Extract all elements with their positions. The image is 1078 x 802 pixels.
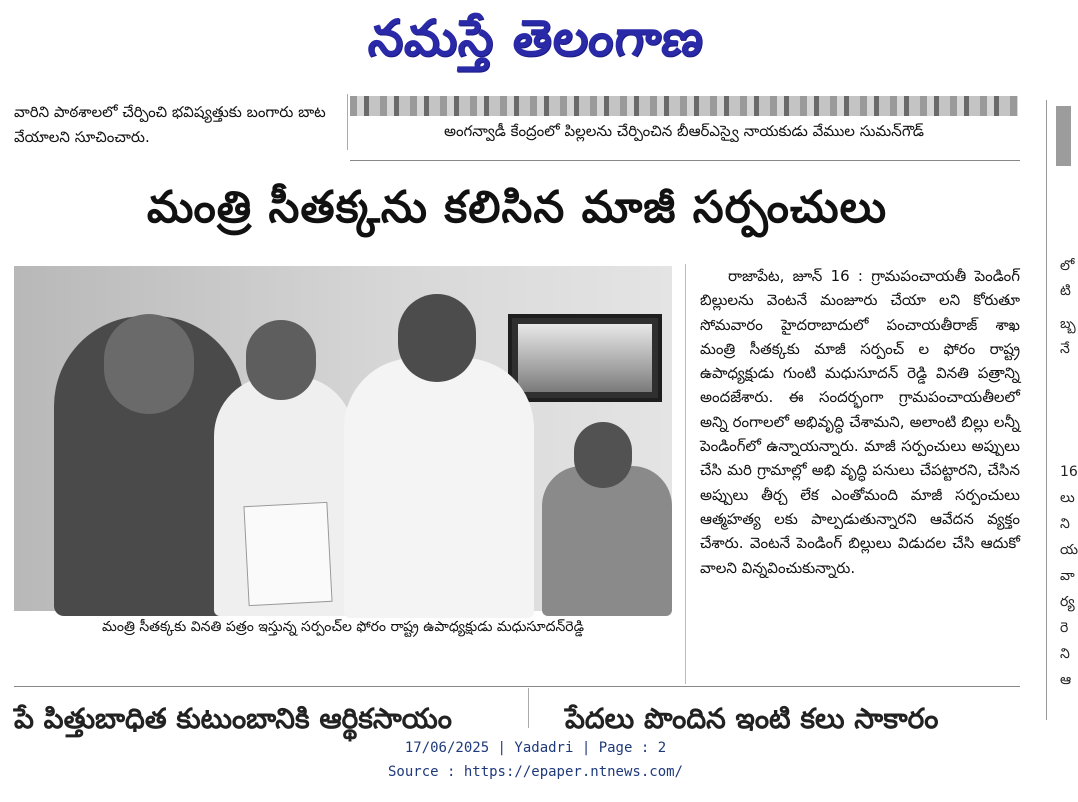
adjacent-text: లో bbox=[1060, 258, 1075, 274]
article-photo-caption: మంత్రి సీతక్కకు వినతి పత్రం ఇస్తున్న సర్పంచ్‌ల ఫోరం రాష్ట్ర ఉపాధ్యక్షుడు మధుసూదన్‌రెడ్డి bbox=[102, 619, 584, 635]
petition-paper bbox=[243, 502, 332, 606]
adjacent-text: ని bbox=[1060, 516, 1070, 532]
footer-source-link[interactable]: Source : https://epaper.ntnews.com/ bbox=[387, 764, 683, 780]
newspaper-page bbox=[0, 88, 1078, 735]
adjacent-text: ఆ bbox=[1060, 672, 1072, 688]
adjacent-text: రె bbox=[1060, 620, 1069, 636]
next-article-headline-left: పే పిత్తుబాధిత కుటుంబానికి ఆర్థికసాయం bbox=[14, 702, 452, 735]
adjacent-text: వా bbox=[1060, 568, 1075, 584]
top-photo-caption: అంగన్వాడీ కేంద్రంలో పిల్లలను చేర్పించిన బీఆర్ఎస్వై నాయకుడు వేముల సుమన్‌గౌడ్ bbox=[443, 122, 925, 140]
top-left-text: వారిని పాఠశాలలో చేర్పించి భవిష్యత్తుకు బంగారు బాట వేయాలని సూచించారు. bbox=[14, 103, 326, 146]
tv-screen-image bbox=[508, 314, 662, 402]
adjacent-photo bbox=[1056, 106, 1071, 166]
column-divider bbox=[1046, 100, 1047, 720]
next-article-headline-right: పేదలు పొందిన ఇంటి కలు సాకారం bbox=[565, 702, 939, 735]
top-photo bbox=[350, 96, 1018, 116]
masthead bbox=[0, 0, 1071, 88]
adjacent-text: ని bbox=[1060, 646, 1070, 662]
section-rule bbox=[14, 686, 1020, 687]
column-divider bbox=[685, 264, 686, 684]
adjacent-text: ర్య bbox=[1060, 594, 1075, 610]
adjacent-text: నే bbox=[1060, 341, 1070, 357]
adjacent-text: య bbox=[1060, 542, 1078, 558]
adjacent-column bbox=[1044, 88, 1078, 720]
article-photo bbox=[14, 266, 672, 611]
article-body-text: రాజాపేట, జూన్ 16 : గ్రామపంచాయతీ పెండింగ్ బిల్లులను వెంటనే మంజూరు చేయా లని కోరుతూ సోమవారం హైదరాబాదులో పంచాయతీరాజ్ శాఖ మంత్రి సీతక్కకు మాజీ సర్పంచ్ ల ఫోరం రాష్ట్ర ఉపాధ్యక్షుడు గుంటి మధుసూదన్ రెడ్డి వినతి పత్రాన్ని అందజేశారు. ఈ సందర్భంగా గ్రామపంచాయతీలలో అన్ని రంగాలలో అభివృద్ధి చేశామని, అలాంటి బిల్లు లన్నీ పెండింగ్‌లో ఉన్నాయన్నారు. మాజీ సర్పంచులు అప్పులు చేసి మరి గ్రామాల్లో అభి వృద్ధి పనులు చేపట్టారని, చేసిన అప్పులు తీర్చ లేక ఎంతోమంది మాజీ సర్పంచులు ఆత్మహత్య లకు పాల్పడుతున్నారని ఆవేదన వ్యక్తం చేశారు. వెంటనే పెండింగ్ బిల్లులు విడుదల చేసి ఆదుకో వాలని విన్నవించుకున్నారు. bbox=[700, 267, 1020, 577]
column-divider bbox=[347, 94, 348, 150]
section-rule bbox=[350, 160, 1020, 161]
adjacent-text: 16 bbox=[1060, 464, 1078, 480]
page-footer bbox=[0, 736, 1071, 784]
masthead-logo: నమస్తే తెలంగాణ bbox=[365, 8, 708, 67]
column-divider bbox=[528, 688, 529, 728]
adjacent-text: లు bbox=[1060, 490, 1075, 506]
article-body bbox=[700, 264, 1020, 580]
article-headline: మంత్రి సీతక్కను కలిసిన మాజీ సర్పంచులు bbox=[146, 182, 888, 233]
adjacent-text: బ్బ bbox=[1060, 316, 1076, 332]
adjacent-text: టి bbox=[1060, 283, 1071, 299]
footer-date-edition: 17/06/2025 | Yadadri | Page : 2 bbox=[404, 740, 667, 756]
